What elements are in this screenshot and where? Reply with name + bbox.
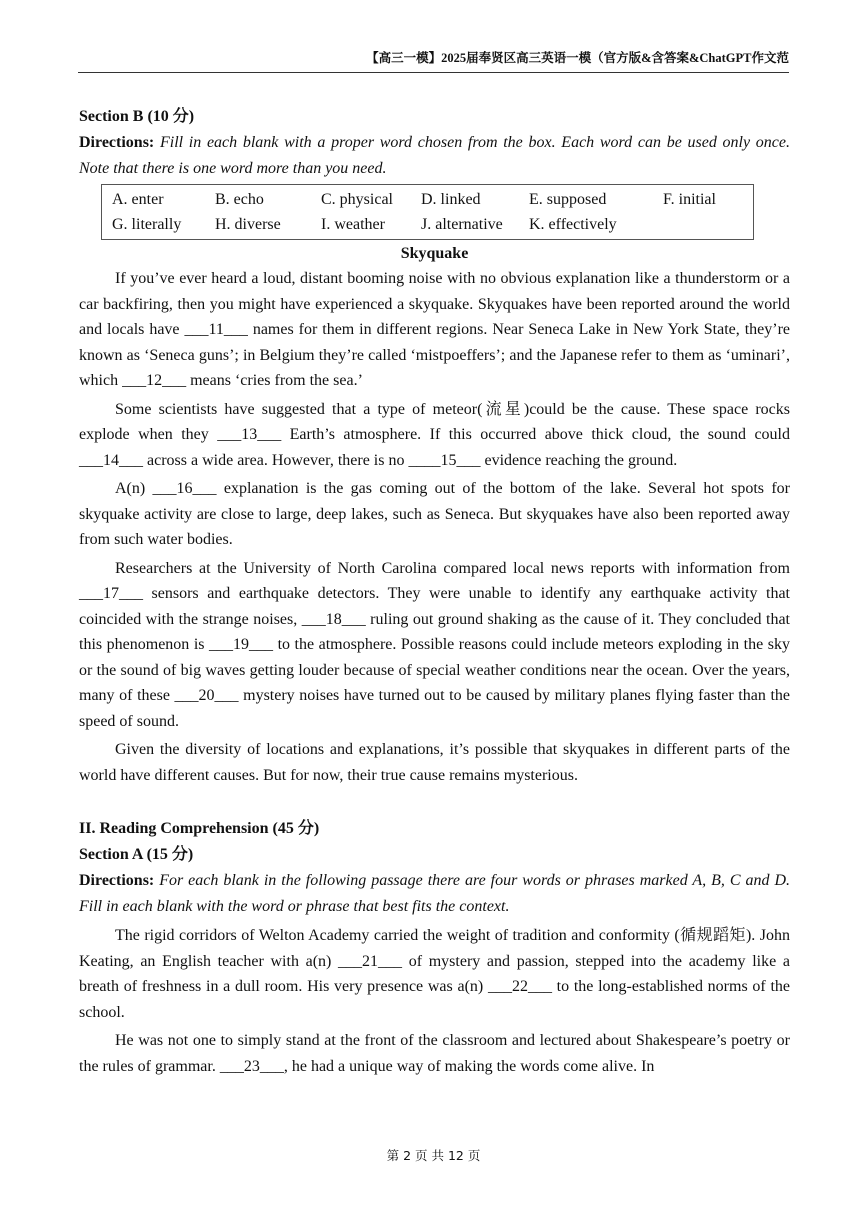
section-b-directions	[79, 130, 790, 181]
word-option: E. supposed	[529, 191, 607, 208]
passage-paragraph: Some scientists have suggested that a type of meteor(流星)could be the cause. These space rocks explode when they ___13___ Earth’s atmosphere. If this occurred above thick cloud, the sound could ___14___ across a wide area. However, there is no ____15___ evidence reaching the ground.	[79, 400, 790, 469]
page-header: 【高三一模】2025届奉贤区高三英语一模（官方版&含答案&ChatGPT作文范	[78, 50, 789, 73]
page-footer: 第 2 页 共 12 页	[386, 1148, 481, 1163]
word-option: D. linked	[421, 191, 481, 208]
passage-paragraph: Given the diversity of locations and explanations, it’s possible that skyquakes in different parts of the world have different causes. But for now, their true cause remains mysterious.	[79, 741, 790, 784]
section-a-heading: Section A (15 分)	[79, 846, 194, 863]
section-b-heading: Section B (10 分)	[79, 108, 195, 125]
directions-text: Fill in each blank with a proper word chosen from the box. Each word can be used only once. Note that there is one word more than you need.	[79, 134, 791, 177]
passage-paragraph: He was not one to simply stand at the front of the classroom and lectured about Shakespeare’s poetry or the rules of grammar. ___23___, he had a unique way of making the words come alive. In	[79, 1032, 790, 1075]
directions-label: Directions:	[79, 134, 155, 151]
passage-paragraph: Researchers at the University of North Carolina compared local news reports with information from ___17___ sensors and earthquake detectors. They were unable to identify any earthquake activity that coincided with the strange noises, ___18___ ruling out ground shaking as the cause of it. They concluded that this phenomenon is ___19___ to the atmosphere. Possible reasons could include meteors exploding in the sky or the sound of big waves getting louder because of special weather conditions near the ocean. Over the years, many of these ___20___ mystery noises have turned out to be caused by military planes flying faster than the speed of sound.	[79, 559, 790, 730]
word-option: H. diverse	[215, 216, 281, 233]
passage-paragraph: A(n) ___16___ explanation is the gas coming out of the bottom of the lake. Several hot spots for skyquake activity are close to large, deep lakes, such as Seneca. But skyquakes have also been reported away from such water bodies.	[79, 480, 790, 548]
section-spacer	[79, 788, 790, 816]
word-option: I. weather	[321, 216, 385, 233]
passage-paragraph: The rigid corridors of Welton Academy carried the weight of tradition and conformity (循规蹈矩). John Keating, an English teacher with a(n) ___21___ of mystery and passion, stepped into the academy like a breath of freshness in a dull room. His very presence was a(n) ___22___ to the long-established norms of the school.	[79, 927, 790, 1021]
word-option: K. effectively	[529, 216, 617, 233]
word-option: C. physical	[321, 191, 393, 208]
section-a-directions	[79, 868, 790, 919]
word-option: A. enter	[112, 191, 164, 208]
directions-text: For each blank in the following passage there are four words or phrases marked A, B, C and D. Fill in each blank with the word or phrase that best fits the context.	[79, 872, 790, 915]
word-option: F. initial	[663, 191, 716, 208]
word-option: G. literally	[112, 216, 182, 233]
page-content	[79, 104, 790, 1079]
passage-title: Skyquake	[400, 245, 469, 262]
word-option: J. alternative	[421, 216, 503, 233]
word-box	[101, 184, 754, 240]
part-ii-heading: II. Reading Comprehension (45 分)	[79, 820, 320, 837]
passage-paragraph: If you’ve ever heard a loud, distant booming noise with no obvious explanation like a thunderstorm or a car backfiring, then you might have experienced a skyquake. Skyquakes have been reported around the world and locals have ___11___ names for them in different regions. Near Seneca Lake in New York State, they’re known as ‘Seneca guns’; in Belgium they’re called ‘mistpoeffers’; and the Japanese refer to them as ‘uminari’, which ___12___ means ‘cries from the sea.’	[79, 270, 790, 389]
directions-label: Directions:	[79, 872, 155, 889]
word-option: B. echo	[215, 191, 264, 208]
